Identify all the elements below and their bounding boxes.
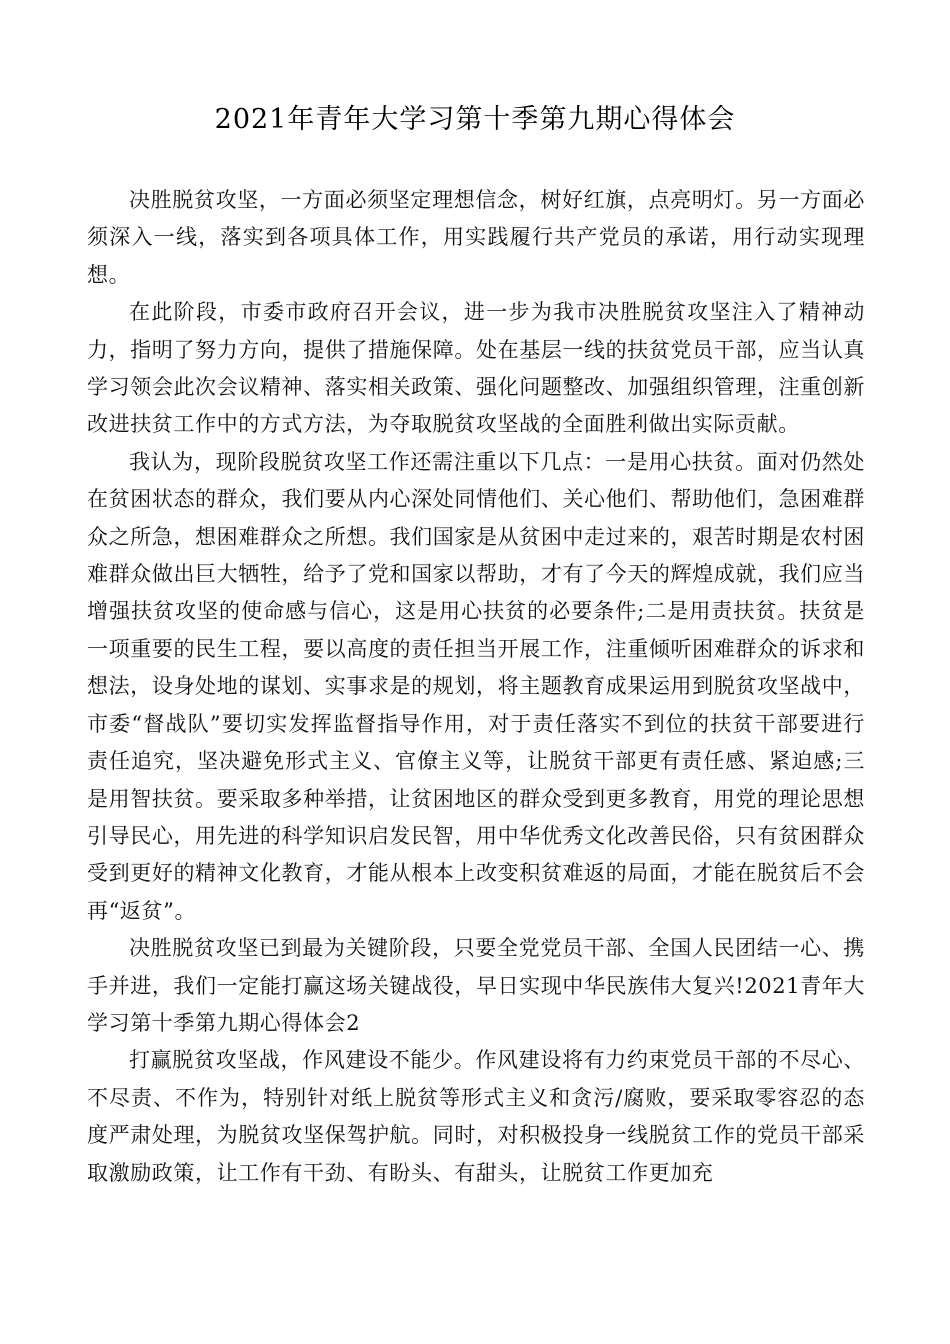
document-body	[87, 182, 865, 1192]
document-title: 2021年青年大学习第十季第九期心得体会	[214, 104, 736, 135]
paragraph: 决胜脱贫攻坚已到最为关键阶段，只要全党党员干部、全国人民团结一心、携手并进，我们一定能打赢这场关键战役，早日实现中华民族伟大复兴!2021青年大学习第十季第九期心得体会2	[87, 936, 865, 1035]
paragraph: 打赢脱贫攻坚战，作风建设不能少。作风建设将有力约束党员干部的不尽心、不尽责、不作为，特别针对纸上脱贫等形式主义和贪污/腐败，要采取零容忍的态度严肃处理，为脱贫攻坚保驾护航。同时，对积极投身一线脱贫工作的党员干部采取激励政策，让工作有干劲、有盼头、有甜头，让脱贫工作更加充	[87, 1048, 865, 1185]
paragraph: 我认为，现阶段脱贫攻坚工作还需注重以下几点：一是用心扶贫。面对仍然处在贫困状态的群众，我们要从内心深处同情他们、关心他们、帮助他们，急困难群众之所急，想困难群众之所想。我们国家是从贫困中走过来的，艰苦时期是农村困难群众做出巨大牺牲，给予了党和国家以帮助，才有了今天的辉煌成就，我们应当增强扶贫攻坚的使命感与信心，这是用心扶贫的必要条件;二是用责扶贫。扶贫是一项重要的民生工程，要以高度的责任担当开展工作，注重倾听困难群众的诉求和想法，设身处地的谋划、实事求是的规划，将主题教育成果运用到脱贫攻坚战中，市委“督战队”要切实发挥监督指导作用，对于责任落实不到位的扶贫干部要进行责任追究，坚决避免形式主义、官僚主义等，让脱贫干部更有责任感、紧迫感;三是用智扶贫。要采取多种举措，让贫困地区的群众受到更多教育，用党的理论思想引导民心，用先进的科学知识启发民智，用中华优秀文化改善民俗，只有贫困群众受到更好的精神文化教育，才能从根本上改变积贫难返的局面，才能在脱贫后不会再“返贫”。	[87, 449, 865, 923]
paragraph: 在此阶段，市委市政府召开会议，进一步为我市决胜脱贫攻坚注入了精神动力，指明了努力方向，提供了措施保障。处在基层一线的扶贫党员干部，应当认真学习领会此次会议精神、落实相关政策、强化问题整改、加强组织管理，注重创新改进扶贫工作中的方式方法，为夺取脱贫攻坚战的全面胜利做出实际贡献。	[87, 300, 865, 437]
paragraph: 决胜脱贫攻坚，一方面必须坚定理想信念，树好红旗，点亮明灯。另一方面必须深入一线，落实到各项具体工作，用实践履行共产党员的承诺，用行动实现理想。	[87, 188, 865, 287]
